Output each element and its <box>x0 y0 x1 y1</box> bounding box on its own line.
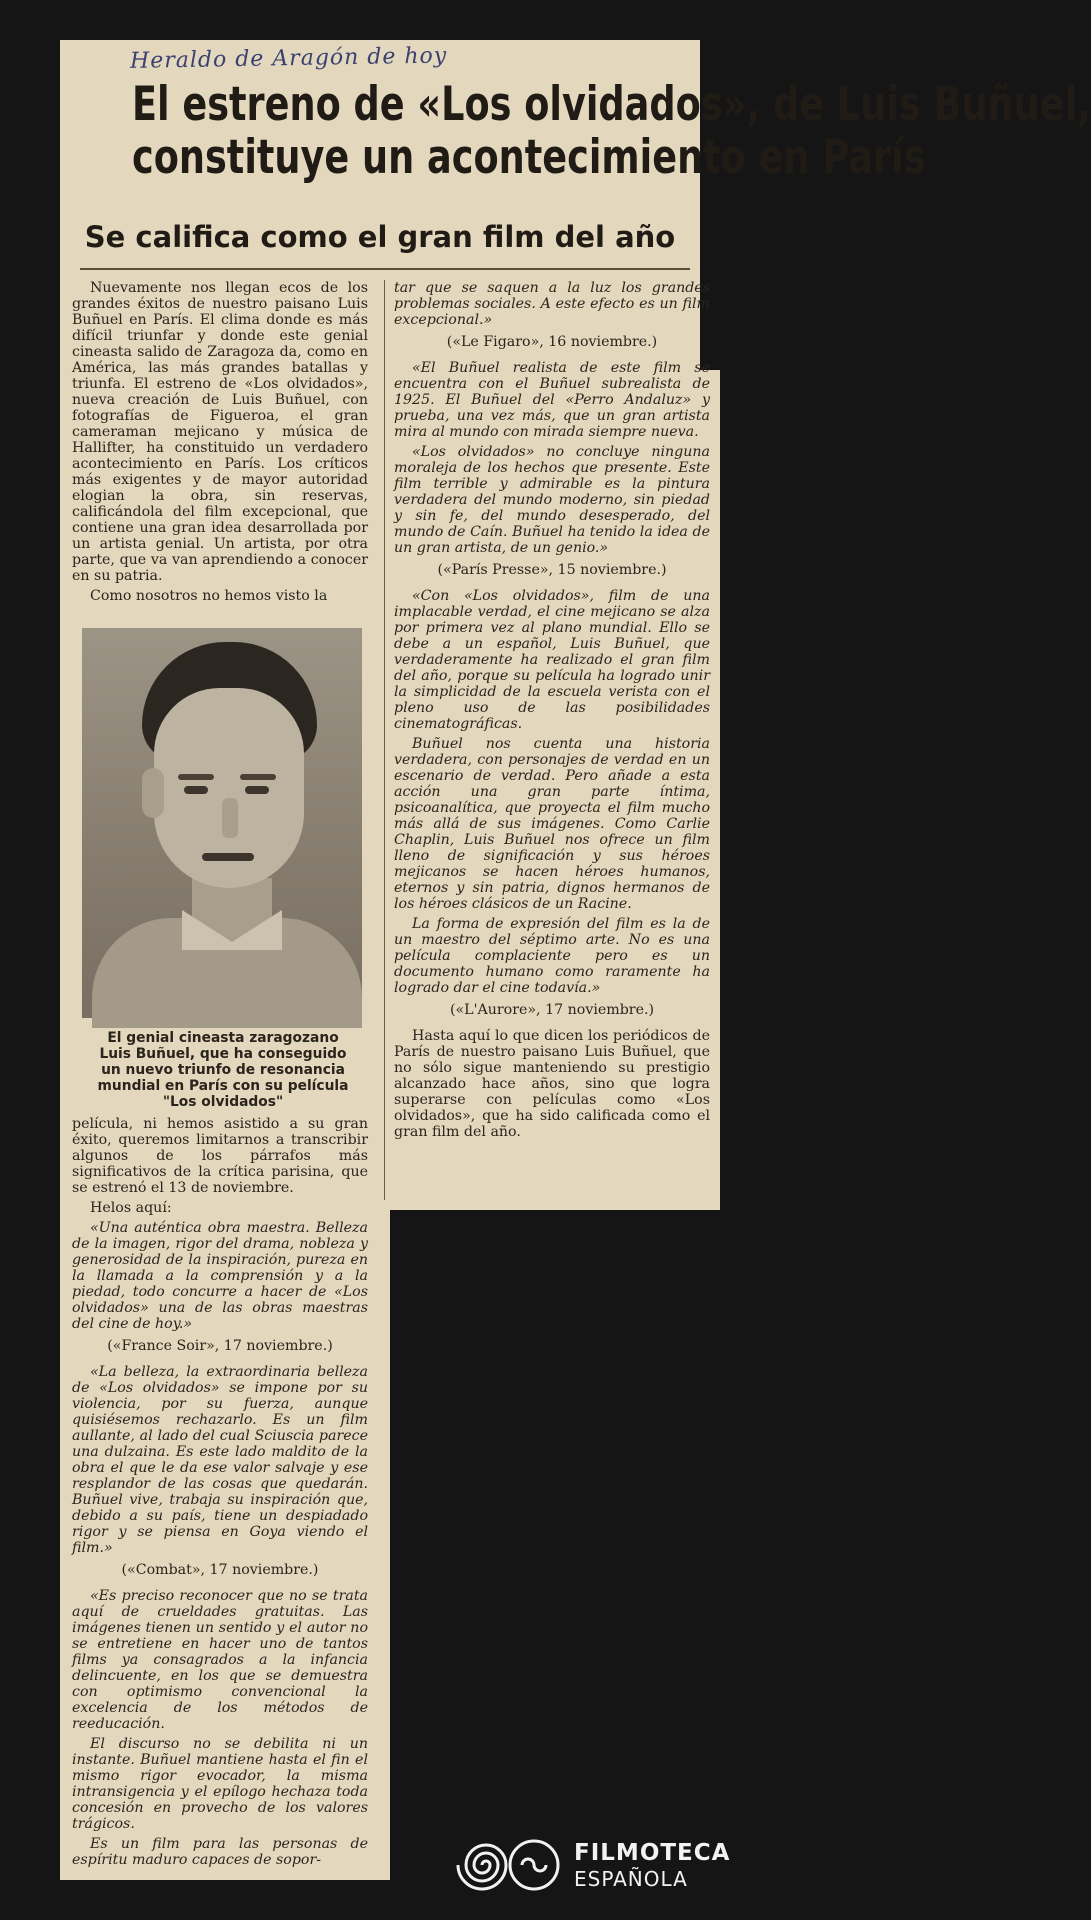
headline-line-1: El estreno de «Los olvidados», de Luis Buñuel, <box>131 77 1091 132</box>
quote: «El Buñuel realista de este film se encuentra con el Buñuel subrealista de 1925. El Buñuel del «Perro Andaluz» y prueba, una vez más, que un gran artista mira al mundo con mirada siempre nueva. <box>394 360 710 440</box>
paragraph: película, ni hemos asistido a su gran éxito, queremos limitarnos a transcribir algunos de los párrafos más significativos de la crítica parisina, que se estrenó el 13 de noviembre. <box>72 1116 368 1196</box>
left-column-bottom <box>72 1116 368 1876</box>
paragraph: Como nosotros no hemos visto la <box>90 588 328 604</box>
paragraph: Hasta aquí lo que dicen los periódicos de París de nuestro paisano Luis Buñuel, que no sólo sigue manteniendo su prestigio alcanzado hace años, sino que logra superarse con películas como «Los olvidados», que ha sido calificada como el gran film del año. <box>394 1028 710 1140</box>
right-column <box>394 280 710 1200</box>
quote: Buñuel nos cuenta una historia verdadera, con personajes de verdad en un escenario de verdad. Pero añade a esta acción una gran parte íntima, psicoanalítica, que proyecta el film mucho más allá de sus imágenes. Como Carlie Chaplin, Luis Buñuel nos ofrece un film lleno de significación y sus héroes mejicanos se hacen héroes humanos, eternos y sin patria, dignos hermanos de los héroes clásicos de un Racine. <box>394 736 710 912</box>
quote: «Una auténtica obra maestra. Belleza de la imagen, rigor del drama, nobleza y generosidad de la inspiración, pureza en la llamada a la comprensión y a la piedad, todo concurre a hacer de «Los olvidados» una de las obras maestras del cine de hoy.» <box>72 1220 368 1332</box>
quote: tar que se saquen a la luz los grandes problemas sociales. A este efecto es un film excepcional.» <box>394 280 710 328</box>
headline-rule <box>80 268 690 270</box>
headline-line-2: constituye un acontecimiento en París <box>131 130 926 186</box>
quote-source: («France Soir», 17 noviembre.) <box>107 1338 333 1354</box>
quote: «Con «Los olvidados», film de una implacable verdad, el cine mejicano se alza por primera vez al plano mundial. Ello se debe a un español, Luis Buñuel, que verdaderamente ha realizado el gran film del año, porque su película ha logrado unir la simplicidad de la escuela verista con el pleno uso de las posibilidades cinematográficas. <box>394 588 710 732</box>
quote-source: («Le Figaro», 16 noviembre.) <box>446 334 658 350</box>
filmoteca-logo-icon <box>456 1835 564 1895</box>
paragraph: Nuevamente nos llegan ecos de los grandes éxitos de nuestro paisano Luis Buñuel en París. El clima donde es más difícil triunfar y donde este genial cineasta salido de Zaragoza da, como en América, las más grandes batallas y triunfa. El estreno de «Los olvidados», nueva creación de Luis Buñuel, con fotografías de Figueroa, el gran cameraman mejicano y música de Hallifter, ha constituido un verdadero acontecimiento en París. Los críticos más exigentes y de mayor autoridad elogian la obra, sin reservas, calificándola del film excepcional, que contiene una gran idea desarrollada por un artista genial. Un artista, por otra parte, que va van aprendiendo a conocer en su patria. <box>72 280 368 584</box>
column-divider <box>384 280 385 1200</box>
quote: «Los olvidados» no concluye ninguna moraleja de los hechos que presente. Este film terrible y admirable es la pintura verdadera del mundo moderno, sin piedad y sin fe, del mundo desesperado, del mundo de Caín. Buñuel ha tenido la idea de un gran artista, de un genio.» <box>394 444 710 556</box>
quote-source: («París Presse», 15 noviembre.) <box>437 562 667 578</box>
filmoteca-watermark <box>456 1835 730 1895</box>
paragraph: Helos aquí: <box>90 1200 172 1216</box>
quote-source: («Combat», 17 noviembre.) <box>121 1562 319 1578</box>
watermark-line-1: FILMOTECA <box>574 1839 731 1866</box>
quote-source: («L'Aurore», 17 noviembre.) <box>449 1002 655 1018</box>
handwritten-note: Heraldo de Aragón de hoy <box>129 43 448 74</box>
quote: «Es preciso reconocer que no se trata aquí de crueldades gratuitas. Las imágenes tienen un sentido y el autor no se entretiene en hacer uno de tantos films ya consagrados a la infancia delincuente, en los que se demuestra con optimismo convencional la excelencia de los métodos de reeducación. <box>72 1588 368 1732</box>
quote: Es un film para las personas de espíritu maduro capaces de sopor- <box>72 1836 368 1868</box>
headline <box>131 77 1091 186</box>
quote: El discurso no se debilita ni un instante. Buñuel mantiene hasta el fin el mismo rigor evocador, la misma intransigencia y el epílogo hechaza toda concesión en provecho de los valores trágicos. <box>72 1736 368 1832</box>
subheadline: Se califica como el gran film del año <box>84 220 676 254</box>
photo-caption: El genial cineasta zaragozano Luis Buñuel, que ha conseguido un nuevo triunfo de resonancia mundial en París con su película "Los olvidados" <box>97 1030 349 1110</box>
left-column-top <box>72 280 368 604</box>
quote: «La belleza, la extraordinaria belleza de «Los olvidados» se impone por su violencia, por su fuerza, aunque quisiésemos rechazarlo. Es un film aullante, al lado del cual Sciuscia parece una dulzaina. Es este lado maldito de la obra el que le da ese valor salvaje y ese resplandor de las cosas que quedarán. Buñuel vive, trabaja su inspiración que, debido a su país, tiene un despiadado rigor y se piensa en Goya viendo el film.» <box>72 1364 368 1556</box>
portrait-photo <box>82 628 362 1018</box>
quote: La forma de expresión del film es la de un maestro del séptimo arte. No es una película complaciente pero es un documento humano como raramente ha logrado dar el cine todavía.» <box>394 916 710 996</box>
watermark-line-2: ESPAÑOLA <box>574 1866 688 1891</box>
